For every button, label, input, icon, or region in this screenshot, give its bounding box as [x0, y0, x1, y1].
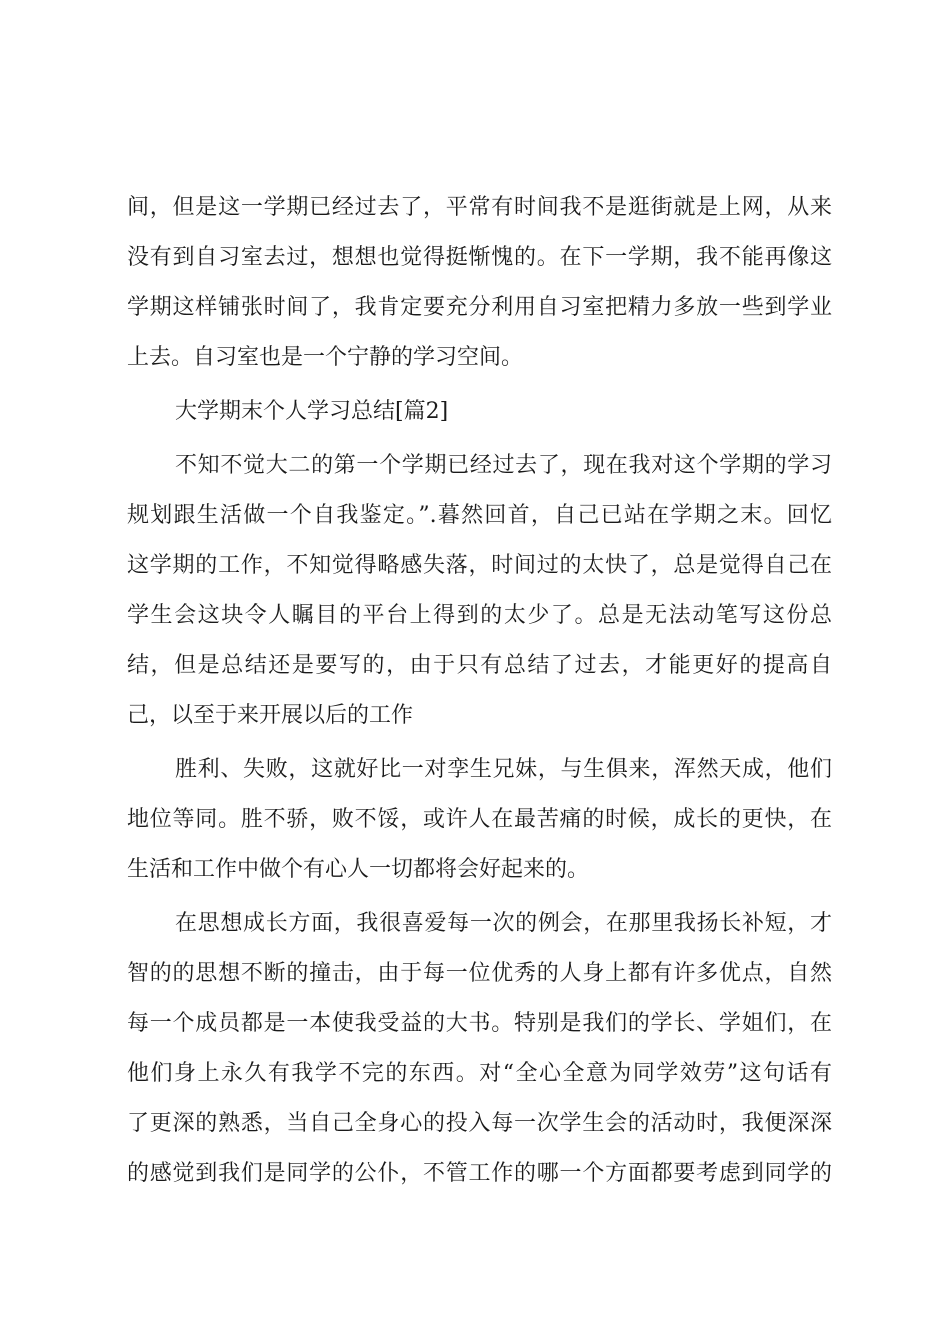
- text-line: 间，但是这一学期已经过去了，平常有时间我不是逛街就是上网，从来: [127, 195, 832, 220]
- text-line: 这学期的工作，不知觉得略感失落，时间过的太快了，总是觉得自己在: [127, 553, 832, 578]
- paragraph: [127, 441, 832, 741]
- heading-text: 大学期末个人学习总结[篇2]: [175, 399, 449, 424]
- text-line: 不知不觉大二的第一个学期已经过去了，现在我对这个学期的学习: [175, 453, 832, 478]
- text-line: 己，以至于来开展以后的工作: [127, 703, 414, 728]
- section-heading: [127, 387, 832, 437]
- text-line: 生活和工作中做个有心人一切都将会好起来的。: [127, 857, 590, 882]
- text-line: 在思想成长方面，我很喜爱每一次的例会，在那里我扬长补短，才: [175, 911, 832, 936]
- text-line: 了更深的熟悉，当自己全身心的投入每一次学生会的活动时，我便深深: [127, 1111, 832, 1136]
- paragraph: [127, 899, 832, 1199]
- text-line: 他们身上永久有我学不完的东西。对“全心全意为同学效劳”这句话有: [127, 1061, 832, 1086]
- text-line: 智的的思想不断的撞击，由于每一位优秀的人身上都有许多优点，自然: [127, 961, 832, 986]
- document-body: [127, 183, 832, 1199]
- text-line: 上去。自习室也是一个宁静的学习空间。: [127, 345, 524, 370]
- text-line: 没有到自习室去过，想想也觉得挺惭愧的。在下一学期，我不能再像这: [127, 245, 832, 270]
- text-line: 结，但是总结还是要写的，由于只有总结了过去，才能更好的提高自: [127, 653, 832, 678]
- text-line: 胜利、失败，这就好比一对孪生兄妹，与生俱来，浑然天成，他们: [175, 757, 832, 782]
- paragraph: [127, 745, 832, 895]
- text-line: 学生会这块令人瞩目的平台上得到的太少了。总是无法动笔写这份总: [127, 603, 832, 628]
- text-line: 的感觉到我们是同学的公仆，不管工作的哪一个方面都要考虑到同学的: [127, 1161, 832, 1186]
- text-line: 规划跟生活做一个自我鉴定。”.暮然回首，自己已站在学期之末。回忆: [127, 503, 832, 528]
- paragraph-continuation: [127, 183, 832, 383]
- text-line: 地位等同。胜不骄，败不馁，或许人在最苦痛的时候，成长的更快，在: [127, 807, 832, 832]
- text-line: 每一个成员都是一本使我受益的大书。特别是我们的学长、学姐们，在: [127, 1011, 832, 1036]
- text-line: 学期这样铺张时间了，我肯定要充分利用自习室把精力多放一些到学业: [127, 295, 832, 320]
